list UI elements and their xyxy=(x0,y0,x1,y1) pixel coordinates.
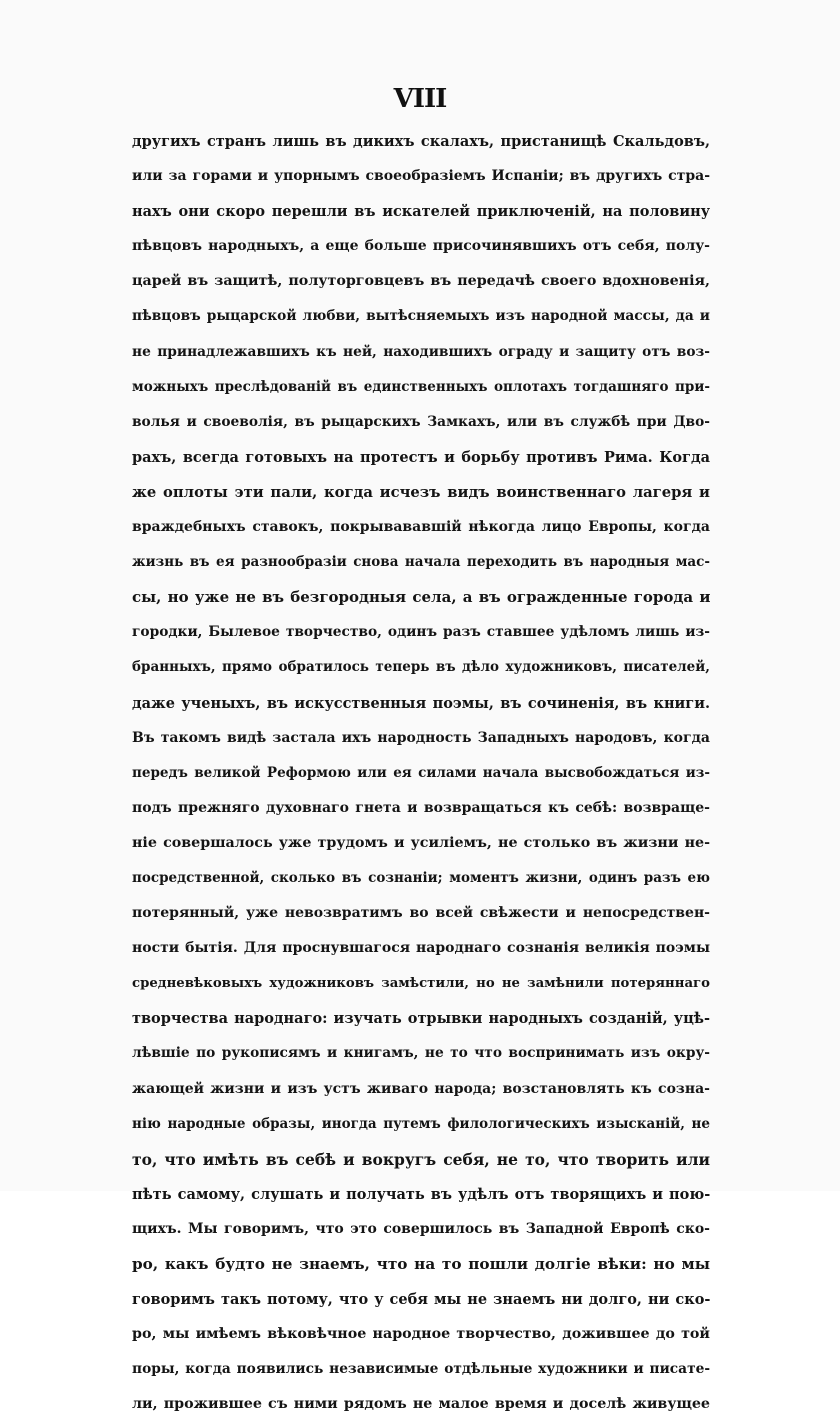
text-line: можныхъ преслѣдованій въ единственныхъ оплотахъ тогдашняго при- xyxy=(132,378,710,395)
text-line: лѣвшіе по рукописямъ и книгамъ, не то что воспринимать изъ окру- xyxy=(132,1045,710,1062)
text-line: подъ прежняго духовнаго гнета и возвращаться къ себѣ: возвраще- xyxy=(132,799,710,816)
text-line: нахъ они скоро перешли въ искателей приключеній, на половину xyxy=(132,203,710,221)
text-line: даже ученыхъ, въ искусственныя поэмы, въ сочиненія, въ книги. xyxy=(132,694,710,712)
text-line: сы, но уже не въ безгородныя села, а въ огражденные города и xyxy=(132,588,710,607)
text-line: щихъ. Мы говоримъ, что это совершилось въ Западной Европѣ ско- xyxy=(132,1220,710,1237)
text-line: передъ великой Реформою или ея силами начала высвобождаться из- xyxy=(132,764,710,781)
text-line: пѣвцовъ рыцарской любви, вытѣсняемыхъ изъ народной массы, да и xyxy=(132,308,710,325)
text-line: средневѣковыхъ художниковъ замѣстили, но не замѣнили потеряннаго xyxy=(132,976,710,992)
text-line: ли, прожившее съ ними рядомъ не малое время и доселѣ живущее xyxy=(132,1396,710,1413)
text-line: или за горами и упорнымъ своеобразіемъ Испаніи; въ другихъ стра- xyxy=(132,168,710,185)
text-line: рахъ, всегда готовыхъ на протестъ и борьбу противъ Рима. Когда xyxy=(132,448,710,466)
text-line: бранныхъ, прямо обратилось теперь въ дѣло художниковъ, писателей, xyxy=(132,659,710,676)
text-line: царей въ защитѣ, полуторговцевъ въ передачѣ своего вдохновенія, xyxy=(132,273,710,290)
body-text xyxy=(132,124,710,1422)
page-number: VIII xyxy=(393,84,447,114)
text-line: ности бытія. Для проснувшагося народнаго сознанія великія поэмы xyxy=(132,940,710,957)
text-line: ро, какъ будто не знаемъ, что на то пошли долгіе вѣки: но мы xyxy=(132,1255,710,1273)
text-line: враждебныхъ ставокъ, покрывававшій нѣкогда лицо Европы, когда xyxy=(132,519,710,536)
text-line: жизнь въ ея разнообразіи снова начала переходить въ народныя мас- xyxy=(132,554,710,571)
text-line: потерянный, уже невозвратимъ во всей свѣжести и непосредствен- xyxy=(132,905,710,922)
text-line: волья и своеволія, въ рыцарскихъ Замкахъ, или въ службѣ при Дво- xyxy=(132,413,710,430)
text-line: же оплоты эти пали, когда исчезъ видъ воинственнаго лагеря и xyxy=(132,483,710,501)
text-line: не принадлежавшихъ къ ней, находившихъ ограду и защиту отъ воз- xyxy=(132,343,710,360)
text-line: Въ такомъ видѣ застала ихъ народность Западныхъ народовъ, когда xyxy=(132,729,710,746)
text-line: другихъ странъ лишь въ дикихъ скалахъ, пристанищѣ Скальдовъ, xyxy=(132,133,710,150)
text-line: жающей жизни и изъ устъ живаго народа; возстановлять къ созна- xyxy=(132,1080,710,1097)
text-line: ніе совершалось уже трудомъ и усиліемъ, не столько въ жизни не- xyxy=(132,834,710,851)
text-line: пѣвцовъ народныхъ, а еще больше присочинявшихъ отъ себя, полу- xyxy=(132,238,710,255)
text-line: городки, Былевое творчество, одинъ разъ ставшее удѣломъ лишь из- xyxy=(132,624,710,641)
text-line: посредственной, сколько въ сознаніи; моментъ жизни, одинъ разъ ею xyxy=(132,869,710,886)
text-line: творчества народнаго: изучать отрывки народныхъ созданій, уцѣ- xyxy=(132,1010,710,1028)
text-line: пѣть самому, слушать и получать въ удѣлъ отъ творящихъ и пою- xyxy=(132,1185,710,1203)
text-line: ро, мы имѣемъ вѣковѣчное народное творчество, дожившее до той xyxy=(132,1326,710,1343)
text-line: то, что имѣть въ себѣ и вокругъ себя, не то, что творить или xyxy=(132,1149,710,1169)
text-line: поры, когда появились независимые отдѣльные художники и писате- xyxy=(132,1361,710,1378)
text-line: говоримъ такъ потому, что у себя мы не знаемъ ни долго, ни ско- xyxy=(132,1291,710,1309)
text-line: нію народные образы, иногда путемъ филологическихъ изысканій, не xyxy=(132,1115,710,1132)
